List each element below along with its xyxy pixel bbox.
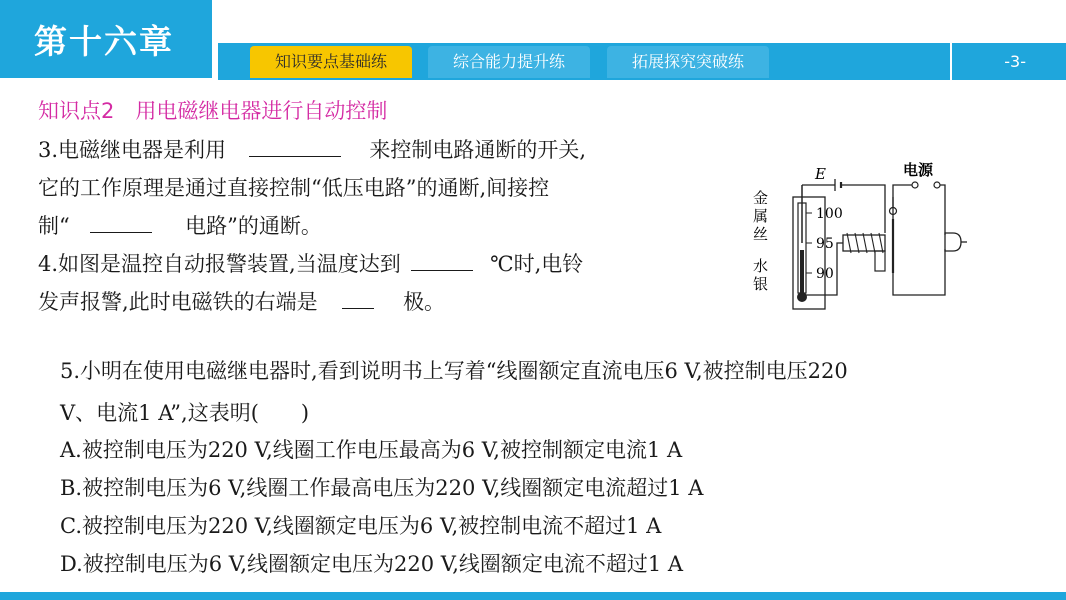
q3-line-2: 它的工作原理是通过直接控制“低压电路”的通断,间接控 [38,176,550,200]
q5-option-d[interactable]: D.被控制电压为6 V,线圈额定电压为220 V,线圈额定电流不超过1 A [60,552,684,576]
chapter-title: 第十六章 [34,22,174,61]
q3-line-1 [38,131,688,169]
q4-answer-blank-2[interactable] [342,288,374,309]
page-number: -3- [1004,52,1026,71]
label-jin: 金 [753,189,769,207]
tab-extension-practice[interactable]: 拓展探究突破练 [607,46,769,78]
tab-comprehensive-practice[interactable]: 综合能力提升练 [428,46,590,78]
power-terminal-left [912,182,918,188]
label-si: 丝 [753,225,769,243]
q3-answer-blank-1[interactable] [249,136,341,157]
q4-text-a: 4.如图是温控自动报警装置,当温度达到 [38,252,401,276]
thermometer-bulb [797,292,807,302]
scale-90: 90 [816,266,834,282]
section-heading: 知识点2 用电磁继电器进行自动控制 [38,99,388,123]
q3-answer-blank-2[interactable] [90,212,152,233]
q4-answer-blank-1[interactable] [411,250,473,271]
q5-stem-line-1: 5.小明在使用电磁继电器时,看到说明书上写着“线圈额定直流电压6 V,被控制电压220 [60,359,848,383]
bell-icon [945,233,961,251]
label-e: E [815,165,826,183]
label-shui: 水 [753,257,769,275]
q5-option-a[interactable]: A.被控制电压为220 V,线圈工作电压最高为6 V,被控制额定电流1 A [60,438,683,462]
q5-option-c[interactable]: C.被控制电压为220 V,线圈额定电压为6 V,被控制电流不超过1 A [60,514,662,538]
scale-100: 100 [816,206,843,222]
q4-text-c: 发声报警,此时电磁铁的右端是 [38,290,318,314]
q3-text-b: 来控制电路通断的开关, [369,138,587,162]
q4-line-2 [38,283,688,321]
q4-line-1 [38,245,688,283]
label-shu: 属 [753,207,769,225]
header-divider [950,43,952,80]
q4-text-b: ℃时,电铃 [490,252,584,276]
power-terminal-right [934,182,940,188]
label-yin: 银 [753,275,769,293]
q3-text-a: 3.电磁继电器是利用 [38,138,227,162]
q5-option-b[interactable]: B.被控制电压为6 V,线圈工作最高电压为220 V,线圈额定电流超过1 A [60,476,704,500]
q4-text-d: 极。 [403,290,446,314]
q3-text-c: 制“ [38,214,70,238]
alarm-circuit-diagram [745,155,975,315]
tab-basic-practice[interactable]: 知识要点基础练 [250,46,412,78]
mercury-column [800,250,804,293]
q5-stem-line-2: V、电流1 A”,这表明( ) [60,401,310,425]
bottom-bar [0,592,1066,600]
q3-line-3 [38,207,688,245]
label-power-supply: 电源 [903,161,934,179]
scale-95: 95 [816,236,834,252]
q3-text-d: 电路”的通断。 [185,214,322,238]
armature-block [875,251,885,271]
